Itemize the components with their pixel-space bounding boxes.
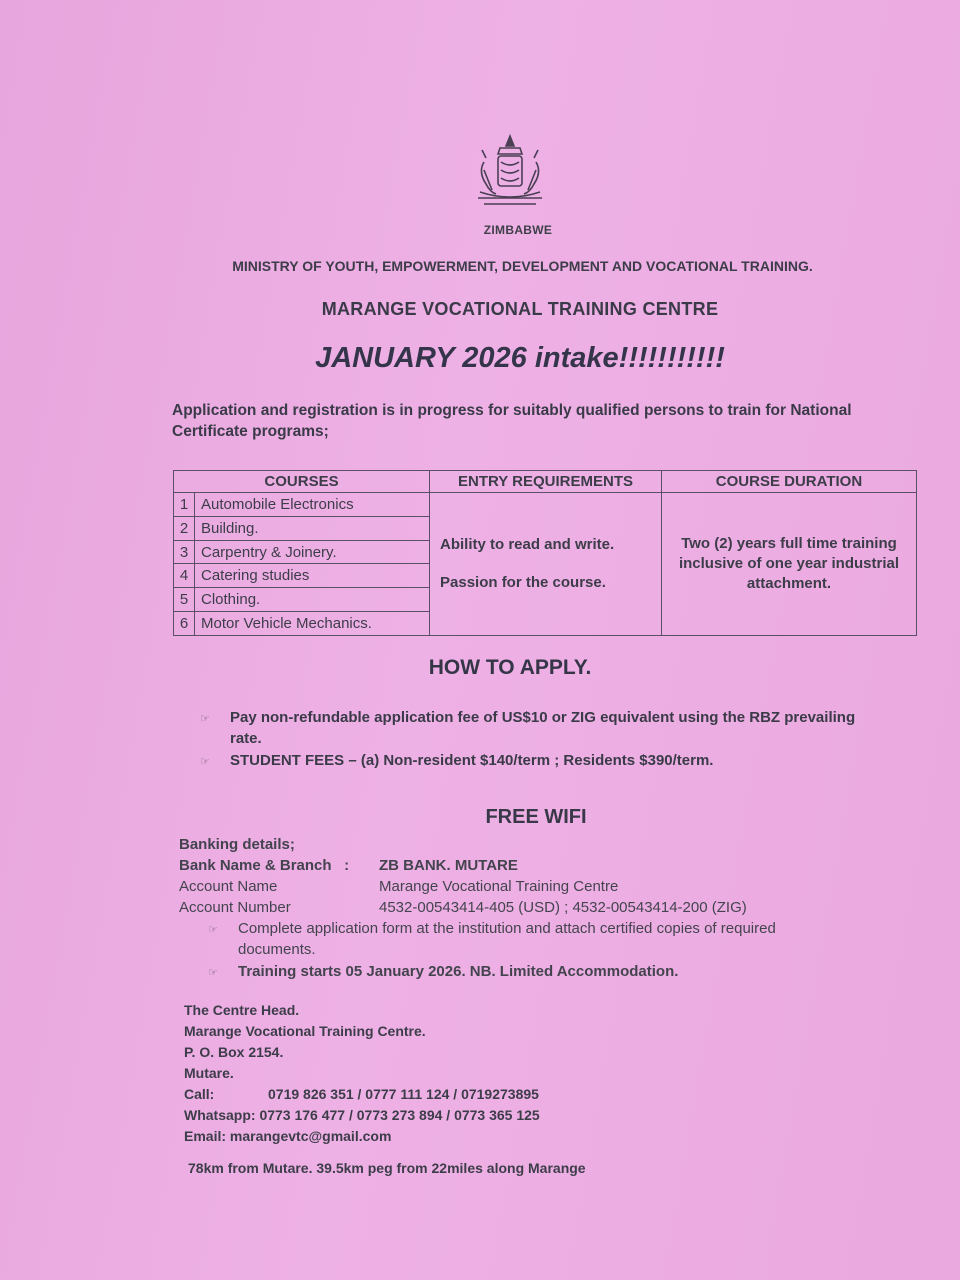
list-item-text: Pay non-refundable application fee of US$10 or ZIG equivalent using the RBZ prevailing rate. bbox=[230, 709, 856, 747]
whatsapp-row bbox=[184, 1105, 784, 1126]
course-name: Automobile Electronics bbox=[195, 493, 430, 517]
contact-line: The Centre Head. bbox=[184, 1002, 300, 1018]
call-row bbox=[184, 1084, 784, 1105]
whatsapp-numbers: 0773 176 477 / 0773 273 894 / 0773 365 125 bbox=[259, 1107, 540, 1123]
bank-value: 4532-00543414-405 (USD) ; 4532-00543414-200 (ZIG) bbox=[379, 899, 747, 916]
pointing-hand-icon: ☞ bbox=[200, 756, 210, 768]
call-numbers: 0719 826 351 / 0777 111 124 / 0719273895 bbox=[268, 1086, 539, 1102]
contact-line: Mutare. bbox=[184, 1065, 234, 1081]
list-item bbox=[208, 961, 848, 982]
list-item bbox=[208, 918, 848, 960]
list-item-text: STUDENT FEES – (a) Non-resident $140/term ; Residents $390/term. bbox=[230, 752, 714, 769]
banking-title: Banking details; bbox=[179, 836, 295, 853]
zimbabwe-coat-of-arms-icon bbox=[470, 132, 550, 224]
whatsapp-label: Whatsapp: bbox=[184, 1107, 256, 1123]
pointing-hand-icon: ☞ bbox=[200, 713, 210, 725]
course-name: Carpentry & Joinery. bbox=[195, 540, 430, 564]
contact-line: P. O. Box 2154. bbox=[184, 1044, 284, 1060]
course-duration-cell: Two (2) years full time training inclusive of one year industrial attachment. bbox=[662, 493, 917, 636]
bank-value: ZB BANK. MUTARE bbox=[379, 857, 518, 874]
courses-table bbox=[173, 470, 917, 636]
entry-requirements-header: ENTRY REQUIREMENTS bbox=[430, 471, 662, 493]
how-to-apply-heading: HOW TO APPLY. bbox=[428, 656, 592, 679]
bank-row bbox=[179, 897, 879, 918]
list-item bbox=[200, 750, 860, 771]
bank-label: Bank Name & Branch : bbox=[179, 857, 350, 874]
course-name: Catering studies bbox=[195, 564, 430, 588]
list-item bbox=[200, 707, 860, 749]
requirement-item: Ability to read and write. bbox=[440, 536, 615, 553]
banking-details bbox=[179, 834, 879, 918]
course-name: Building. bbox=[195, 516, 430, 540]
list-item-text: Complete application form at the institution and attach certified copies of required documents. bbox=[238, 920, 776, 958]
bank-row bbox=[179, 855, 879, 876]
course-name: Motor Vehicle Mechanics. bbox=[195, 612, 430, 636]
requirement-item: Passion for the course. bbox=[440, 574, 606, 591]
course-number: 5 bbox=[174, 588, 195, 612]
country-name: ZIMBABWE bbox=[483, 223, 553, 237]
contact-block bbox=[184, 1000, 784, 1147]
bank-label: Account Number bbox=[179, 899, 291, 916]
course-number: 1 bbox=[174, 493, 195, 517]
pointing-hand-icon: ☞ bbox=[208, 924, 218, 936]
call-label: Call: bbox=[184, 1086, 215, 1102]
intro-paragraph: Application and registration is in progress for suitably qualified persons to train for National Certificate programs; bbox=[172, 402, 852, 440]
list-item-text: Training starts 05 January 2026. NB. Limited Accommodation. bbox=[238, 963, 679, 980]
entry-requirements-cell bbox=[430, 493, 662, 636]
location-note: 78km from Mutare. 39.5km peg from 22miles along Marange bbox=[188, 1160, 586, 1176]
table-row bbox=[174, 493, 917, 517]
course-name: Clothing. bbox=[195, 588, 430, 612]
centre-heading: MARANGE VOCATIONAL TRAINING CENTRE bbox=[321, 299, 719, 319]
ministry-heading: MINISTRY OF YOUTH, EMPOWERMENT, DEVELOPMENT AND VOCATIONAL TRAINING. bbox=[232, 258, 813, 274]
courses-header: COURSES bbox=[174, 471, 430, 493]
email-row bbox=[184, 1126, 784, 1147]
course-number: 4 bbox=[174, 564, 195, 588]
course-number: 6 bbox=[174, 612, 195, 636]
email-address: marangevtc@gmail.com bbox=[229, 1128, 392, 1144]
bank-row bbox=[179, 876, 879, 897]
free-wifi-heading: FREE WIFI bbox=[485, 806, 587, 828]
course-duration-header: COURSE DURATION bbox=[662, 471, 917, 493]
bank-value: Marange Vocational Training Centre bbox=[379, 878, 619, 895]
course-number: 2 bbox=[174, 516, 195, 540]
intake-title: JANUARY 2026 intake!!!!!!!!!!! bbox=[315, 342, 725, 374]
pointing-hand-icon: ☞ bbox=[208, 967, 218, 979]
course-number: 3 bbox=[174, 540, 195, 564]
table-header-row bbox=[174, 471, 917, 493]
notes-list bbox=[208, 918, 848, 983]
bank-label: Account Name bbox=[179, 878, 278, 895]
contact-line: Marange Vocational Training Centre. bbox=[184, 1023, 426, 1039]
email-label: Email: bbox=[184, 1128, 227, 1144]
how-to-apply-list bbox=[200, 707, 860, 772]
